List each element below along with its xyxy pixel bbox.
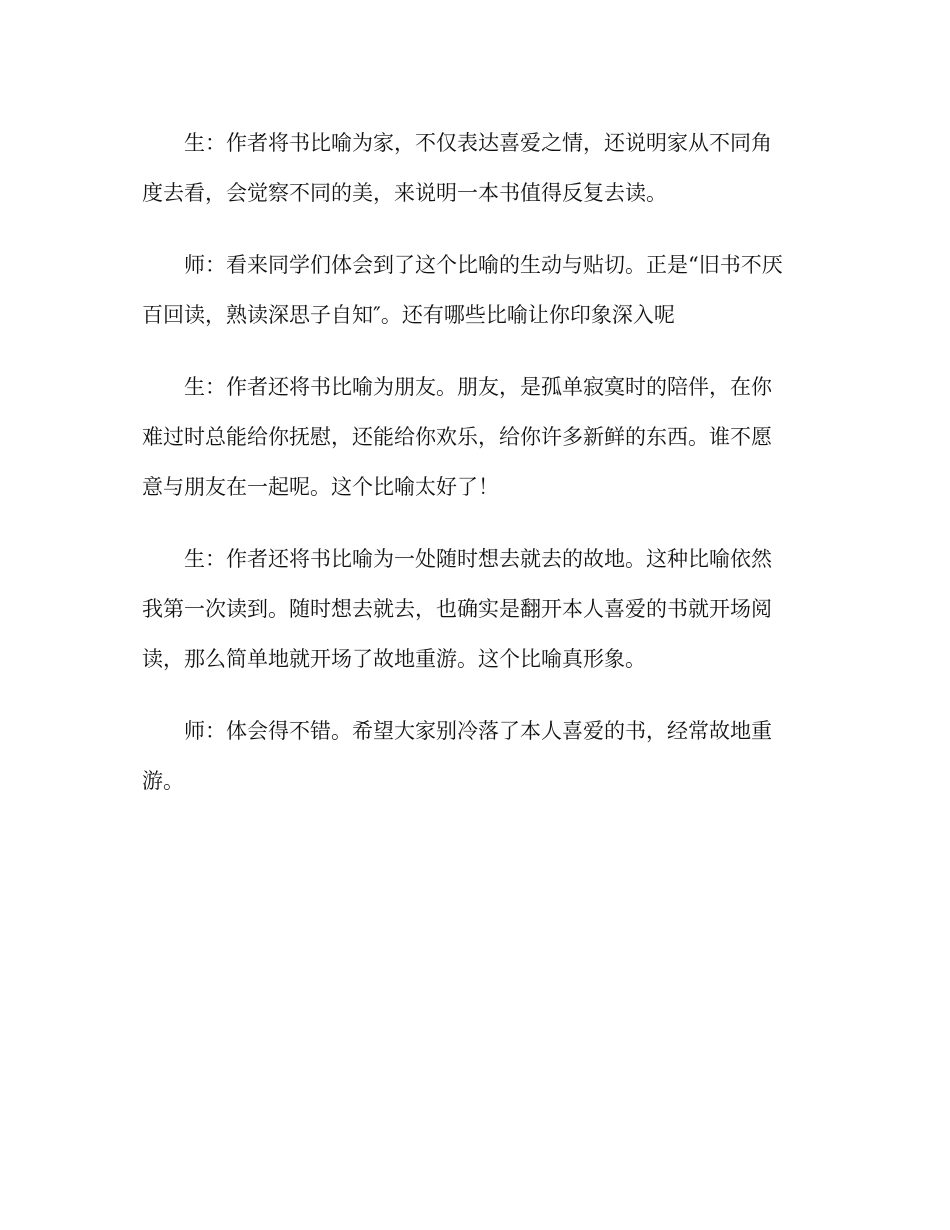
paragraph-line: 难过时总能给你抚慰，还能给你欢乐，给你许多新鲜的东西。谁不愿 bbox=[142, 425, 772, 449]
paragraph-line: 读，那么简单地就开场了故地重游。这个比喻真形象。 bbox=[142, 647, 646, 671]
paragraph-2 bbox=[142, 240, 808, 340]
document-body bbox=[142, 118, 808, 828]
paragraph-1 bbox=[142, 118, 808, 218]
paragraph-line: 度去看，会觉察不同的美，来说明一本书值得反复去读。 bbox=[142, 181, 667, 205]
paragraph-line: 生：作者还将书比喻为一处随时想去就去的故地。这种比喻依然 bbox=[184, 547, 772, 571]
paragraph-line: 意与朋友在一起呢。这个比喻太好了！ bbox=[142, 475, 499, 499]
paragraph-5 bbox=[142, 706, 808, 806]
paragraph-line: 百回读，熟读深思子自知″。还有哪些比喻让你印象深入呢 bbox=[142, 303, 675, 327]
paragraph-3 bbox=[142, 362, 808, 512]
paragraph-line: 师：看来同学们体会到了这个比喻的生动与贴切。正是“旧书不厌 bbox=[184, 253, 783, 277]
paragraph-4 bbox=[142, 534, 808, 684]
paragraph-line: 生：作者还将书比喻为朋友。朋友，是孤单寂寞时的陪伴，在你 bbox=[184, 375, 772, 399]
paragraph-line: 师：体会得不错。希望大家别冷落了本人喜爱的书，经常故地重 bbox=[184, 719, 772, 743]
paragraph-line: 游。 bbox=[142, 769, 184, 793]
paragraph-line: 生：作者将书比喻为家，不仅表达喜爱之情，还说明家从不同角 bbox=[184, 131, 772, 155]
paragraph-line: 我第一次读到。随时想去就去，也确实是翻开本人喜爱的书就开场阅 bbox=[142, 597, 772, 621]
